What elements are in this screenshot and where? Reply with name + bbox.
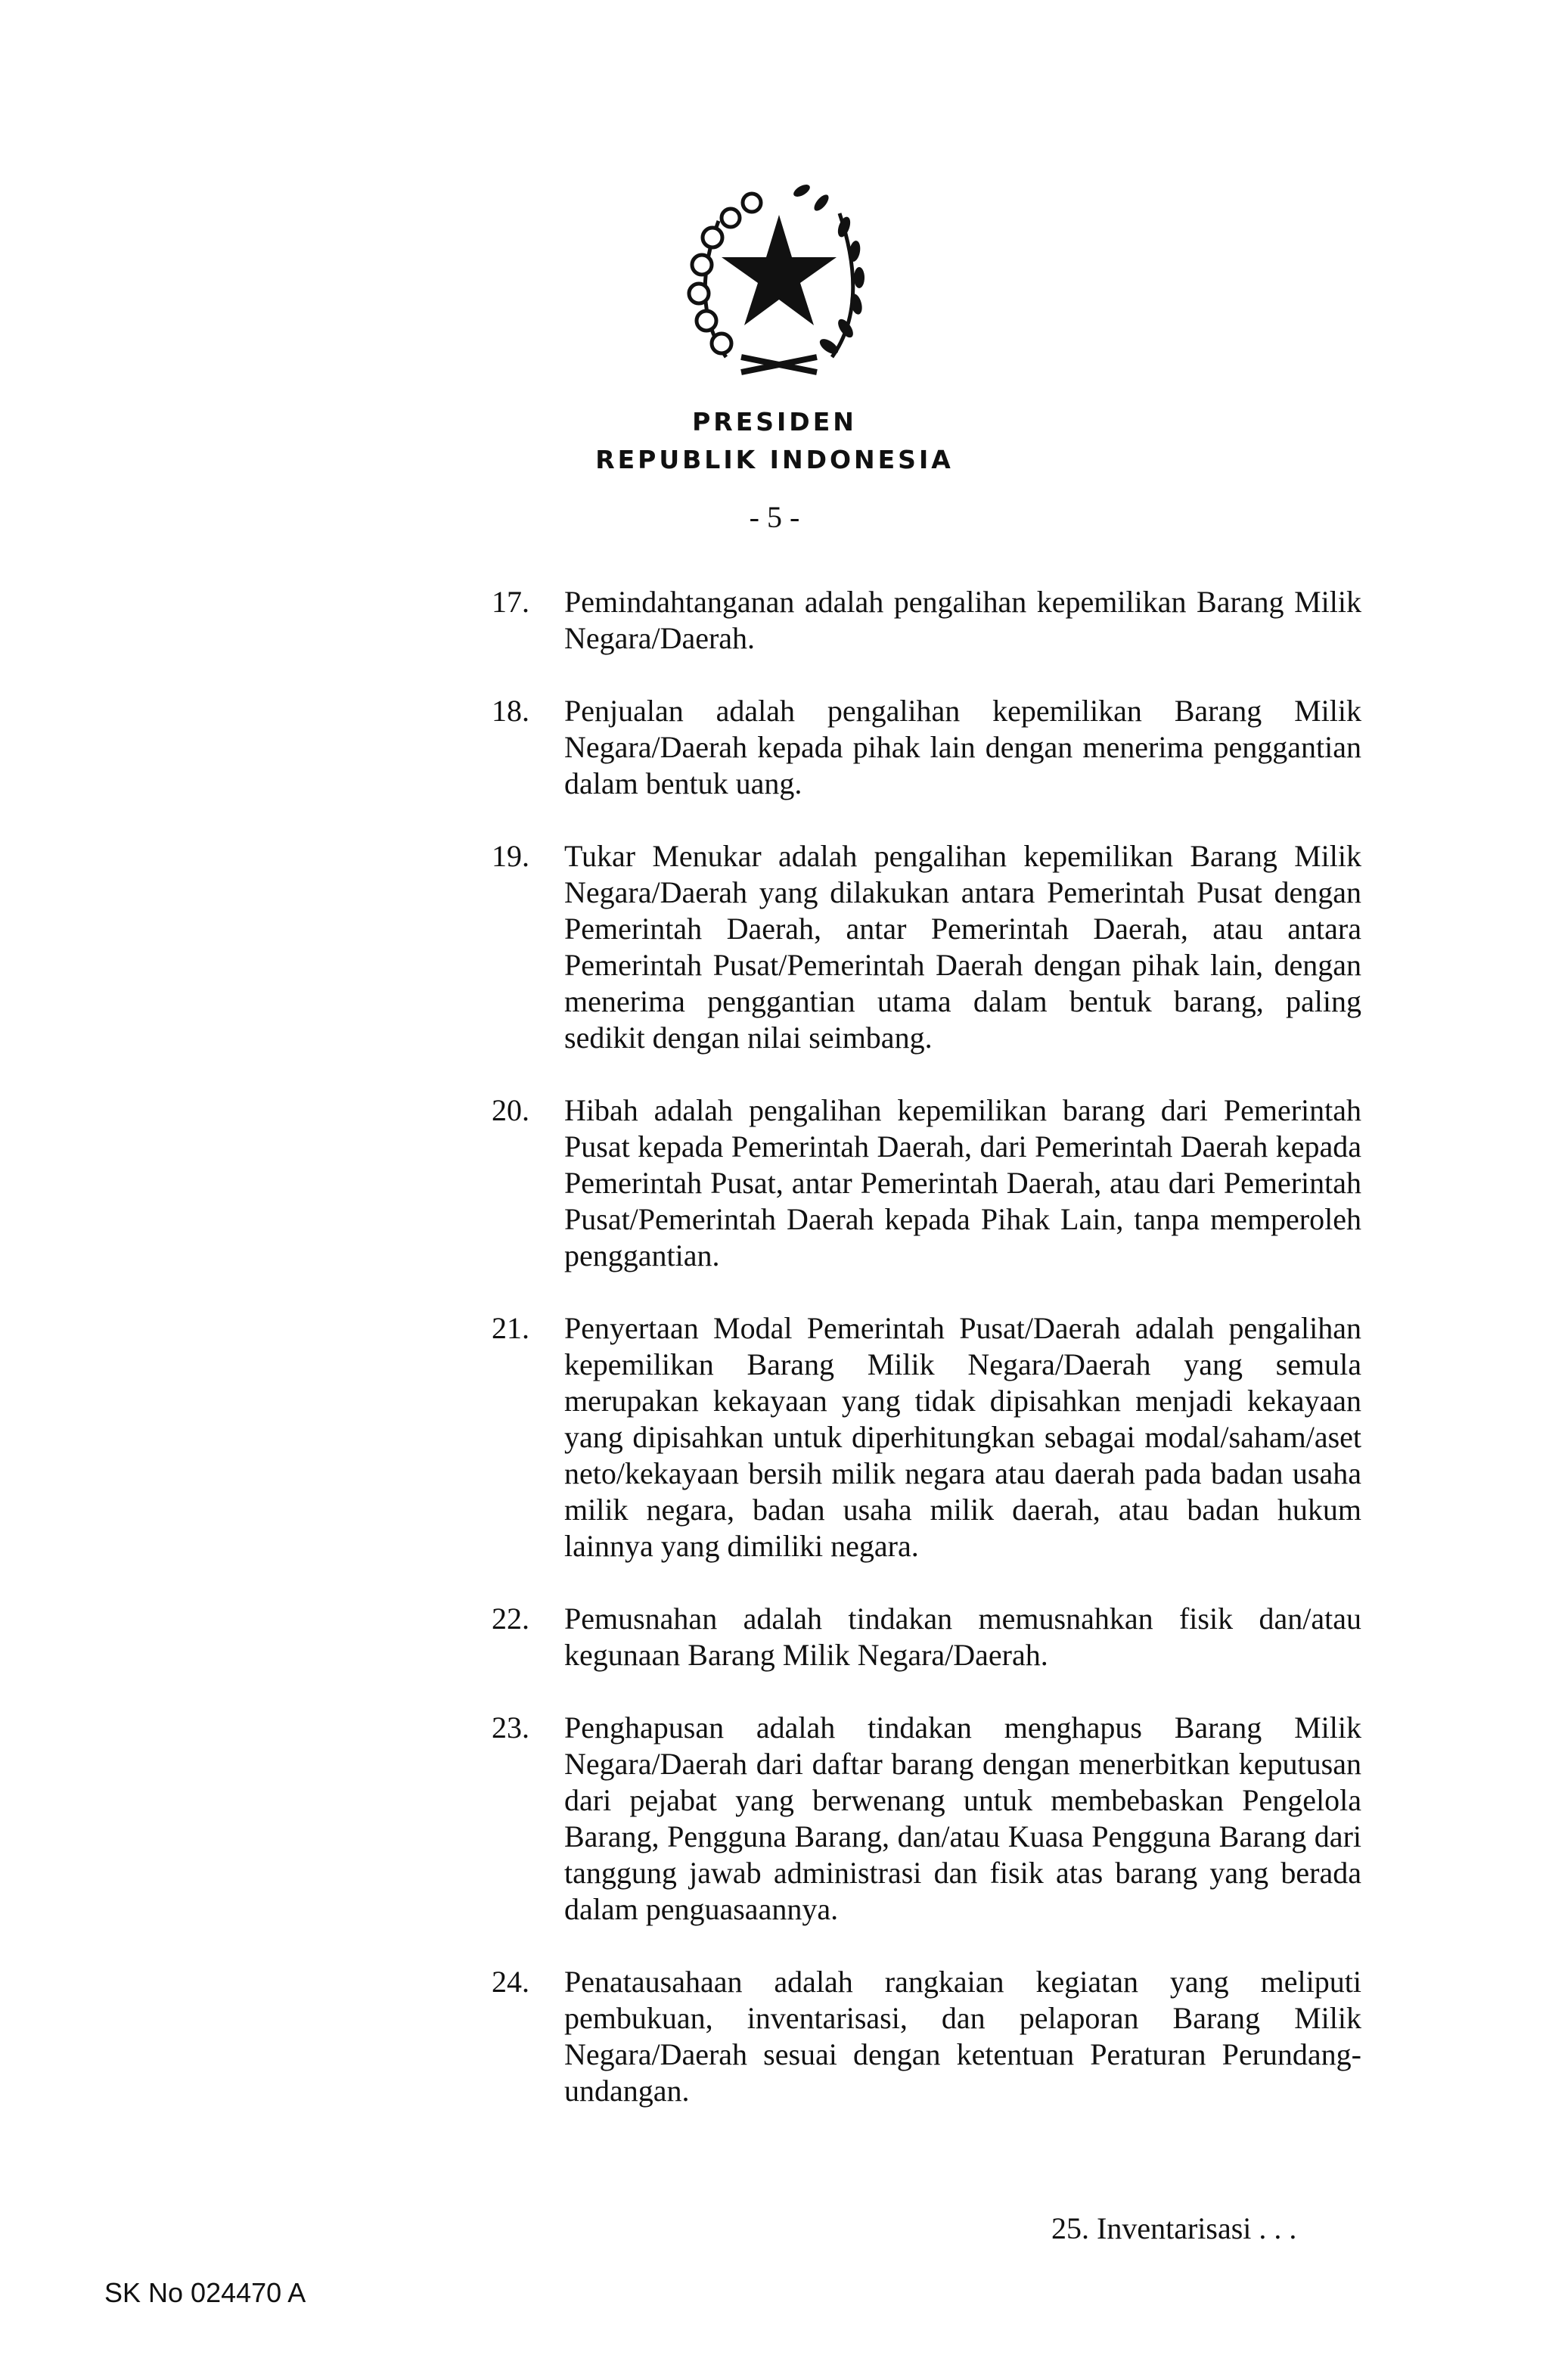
item-number: 24. — [492, 1965, 529, 1999]
item-text: Penghapusan adalah tindakan menghapus Barang Milik Negara/Daerah dari daftar barang dengan menerbitkan keputusan dari pejabat yang berwenang untuk membebaskan Pengelola Barang, Pengguna Barang, dan/atau Kuasa Pengguna Barang dari tanggung jawab administrasi dan fisik atas barang yang berada dalam penguasaannya. — [564, 1710, 1361, 1926]
list-item — [492, 1710, 1361, 1928]
item-text: Hibah adalah pengalihan kepemilikan barang dari Pemerintah Pusat kepada Pemerintah Daerah, dari Pemerintah Daerah kepada Pemerintah Pusat, antar Pemerintah Daerah, atau dari Pemerintah Pusat/Pemerintah Daerah kepada Pihak Lain, tanpa memperoleh penggantian. — [564, 1093, 1361, 1272]
item-number: 22. — [492, 1602, 529, 1636]
item-text: Penatausahaan adalah rangkaian kegiatan yang meliputi pembukuan, inventarisasi, dan pelaporan Barang Milik Negara/Daerah sesuai dengan ketentuan Peraturan Perundang-undangan. — [564, 1965, 1361, 2108]
document-code: SK No 024470 A — [104, 2277, 306, 2308]
list-item — [492, 584, 1361, 657]
header-republik-indonesia: REPUBLIK INDONESIA — [595, 445, 954, 474]
item-text: Tukar Menukar adalah pengalihan kepemilikan Barang Milik Negara/Daerah yang dilakukan antara Pemerintah Pusat dengan Pemerintah Daerah, antar Pemerintah Daerah, atau antara Pemerintah Pusat/Pemerintah Daerah dengan pihak lain, dengan menerima penggantian utama dalam bentuk barang, paling sedikit dengan nilai seimbang. — [564, 839, 1361, 1055]
item-number: 23. — [492, 1710, 529, 1745]
item-number: 18. — [492, 694, 529, 728]
list-item — [492, 1092, 1361, 1274]
list-item — [492, 1310, 1361, 1564]
item-number: 20. — [492, 1093, 529, 1127]
definitions-list — [492, 584, 1361, 2145]
item-text: Penjualan adalah pengalihan kepemilikan Barang Milik Negara/Daerah kepada pihak lain dengan menerima penggantian dalam bentuk uang. — [564, 694, 1361, 800]
list-item — [492, 1964, 1361, 2109]
item-text: Penyertaan Modal Pemerintah Pusat/Daerah adalah pengalihan kepemilikan Barang Milik Negara/Daerah yang semula merupakan kekayaan yang tidak dipisahkan menjadi kekayaan yang dipisahkan untuk diperhitungkan sebagai modal/saham/aset neto/kekayaan bersih milik negara atau daerah pada badan usaha milik negara, badan usaha milik daerah, atau badan hukum lainnya yang dimiliki negara. — [564, 1311, 1361, 1563]
list-item — [492, 693, 1361, 802]
list-item — [492, 838, 1361, 1056]
item-number: 19. — [492, 839, 529, 873]
page-number: - 5 - — [749, 500, 800, 534]
presidential-emblem-icon — [673, 168, 885, 387]
item-number: 21. — [492, 1311, 529, 1345]
item-text: Pemindahtanganan adalah pengalihan kepemilikan Barang Milik Negara/Daerah. — [564, 585, 1361, 655]
header-presiden: PRESIDEN — [692, 407, 857, 437]
item-number: 17. — [492, 585, 529, 619]
item-text: Pemusnahan adalah tindakan memusnahkan fisik dan/atau kegunaan Barang Milik Negara/Daerah. — [564, 1602, 1361, 1672]
list-item — [492, 1601, 1361, 1673]
next-page-catchword: 25. Inventarisasi . . . — [1051, 2211, 1297, 2245]
